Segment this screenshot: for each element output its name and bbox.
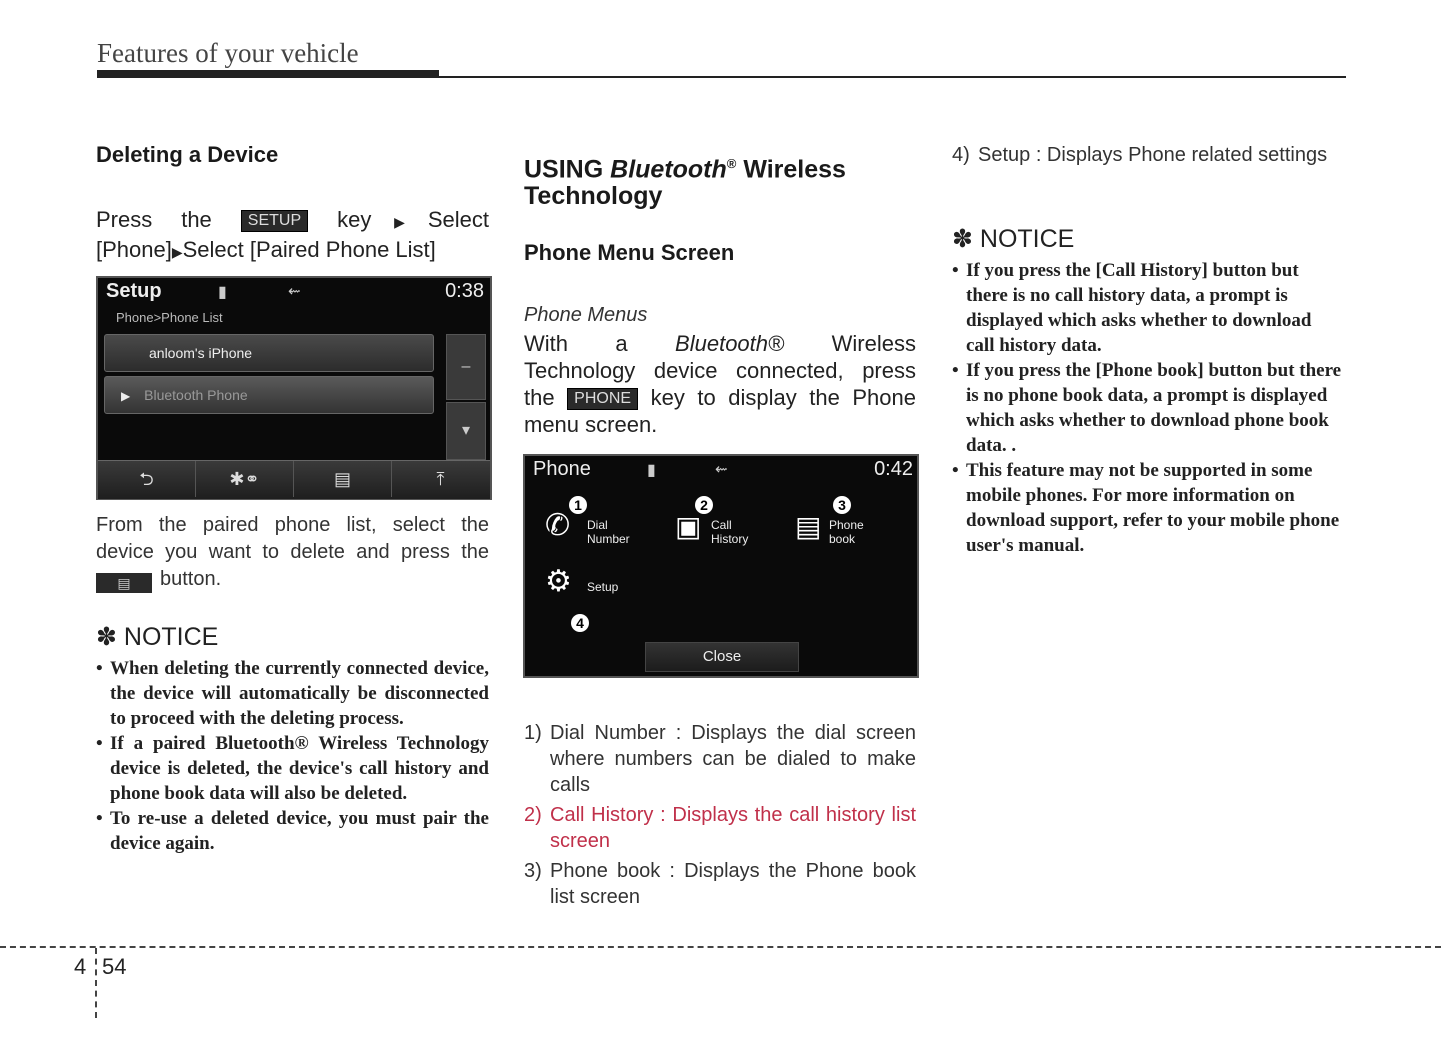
registered-mark: ® [726, 156, 737, 171]
phone-handset-icon: ✆ [545, 509, 571, 542]
notice-list [96, 656, 489, 856]
close-button[interactable]: Close [645, 642, 799, 672]
notice-title: ✽ NOTICE [96, 623, 219, 651]
gear-icon: ⚙ [545, 565, 572, 598]
screen-title: Setup [106, 280, 162, 302]
trash-button-icon: ▤ [96, 573, 152, 593]
list-text: Phone book : Displays the Phone book list screen [550, 860, 916, 908]
list-text: Dial Number : Displays the dial screen where numbers can be dialed to make calls [550, 722, 916, 796]
screen-breadcrumb: Phone>Phone List [116, 310, 223, 325]
bluetooth-icon: ▮ [647, 462, 656, 479]
notice-item: • If you press the [Call History] button but there is no call history data, a prompt is displayed which asks whether to download call history data. [952, 258, 1342, 358]
para-line-3 [524, 384, 916, 411]
list-num: 1) [524, 722, 542, 744]
instr-paired-list: Select [Paired Phone List] [182, 237, 436, 262]
play-icon: ▶ [121, 389, 131, 403]
menu-description-list [524, 720, 916, 910]
bluetooth-icon: ▮ [218, 284, 227, 301]
usb-icon: ⇜ [715, 461, 728, 478]
call-history-label: Call History [711, 518, 749, 546]
dial-number-button[interactable] [545, 509, 655, 552]
list-text: Setup : Displays Phone related settings [978, 144, 1328, 166]
footer-rule [0, 946, 1441, 948]
para-line-4: menu screen. [524, 412, 658, 437]
number-badge: 3 [833, 496, 851, 514]
device-name: anloom's iPhone [149, 345, 253, 361]
move-top-icon: ⤒ [436, 469, 445, 489]
list-item [524, 720, 916, 798]
list-num: 3) [524, 860, 542, 882]
list-item [524, 802, 916, 854]
bluetooth-connect-icon: ✱⚭ [229, 469, 260, 489]
footer-divider [95, 948, 97, 1018]
list-item [524, 858, 916, 910]
notice-item: • If you press the [Phone book] button but there is no phone book data, a prompt is displayed which asks whether to download phone book data. . [952, 358, 1342, 458]
phone-book-label: Phone book [829, 518, 864, 546]
page-number: 54 [102, 954, 127, 979]
para-line-2: Technology device connected, press [524, 358, 916, 383]
instr-line-2 [96, 236, 489, 266]
header-bar [97, 70, 439, 78]
arrow-icon: ▶ [171, 244, 183, 260]
para-the: the [524, 385, 555, 410]
screen-footer-bar [98, 460, 490, 499]
phone-key: PHONE [567, 388, 638, 410]
number-badge: 4 [571, 614, 589, 632]
using-bluetooth-heading [524, 150, 846, 210]
scroll-up-button[interactable] [446, 334, 486, 400]
arrow-icon: ▶ [371, 214, 428, 230]
paired-device-item[interactable] [104, 376, 434, 414]
list-num: 4) [952, 144, 970, 166]
section-title: Features of your vehicle [97, 38, 359, 68]
notice-item: • To re-use a deleted device, you must pair the device again. [96, 806, 489, 856]
para-key-display: key to display the Phone [650, 385, 916, 410]
header-rule [439, 76, 1346, 78]
heading-bluetooth: Bluetooth [610, 155, 727, 184]
top-priority-button[interactable] [392, 461, 489, 497]
back-button[interactable] [98, 461, 196, 497]
chevron-down-icon: ▾ [461, 422, 471, 439]
paired-device-item[interactable] [104, 334, 434, 372]
setup-description [952, 142, 1346, 168]
delete-button[interactable] [294, 461, 392, 497]
chevron-up-icon: – [461, 358, 471, 375]
instr-select: Select [427, 207, 489, 232]
heading-using: USING [524, 155, 604, 184]
usb-icon: ⇜ [288, 283, 301, 300]
phone-menu-screen-heading: Phone Menu Screen [524, 240, 735, 265]
instr-key: key [337, 207, 372, 232]
para-with: With a [524, 331, 628, 356]
list-text: Call History : Displays the call history list screen [550, 804, 916, 852]
phone-book-button[interactable] [795, 512, 905, 552]
list-item [952, 142, 1346, 168]
explanation-line-2: device you want to delete and press the [96, 541, 489, 563]
list-num: 2) [524, 804, 542, 826]
instr-phone: [Phone] [96, 237, 172, 262]
notice-item: • If a paired Bluetooth® Wireless Technology device is deleted, the device's call history and phone book data will also be deleted. [96, 731, 489, 806]
dial-number-label: Dial Number [587, 518, 630, 546]
para-line-1 [524, 330, 916, 357]
callout-4 [571, 614, 589, 633]
notice-item: • This feature may not be supported in some mobile phones. For more information on download support, refer to your mobile phone user's manual. [952, 458, 1342, 558]
phone-menu-screen [523, 454, 919, 678]
trash-icon: ▤ [333, 469, 351, 489]
device-name: Bluetooth Phone [144, 387, 248, 403]
notice-list [952, 258, 1342, 558]
setup-phone-list-screen [96, 276, 492, 500]
phone-book-icon: ▤ [795, 511, 822, 542]
phone-menus-label: Phone Menus [524, 304, 648, 326]
number-badge: 2 [695, 496, 713, 514]
setup-button[interactable] [545, 565, 655, 608]
para-wireless: Wireless [831, 331, 916, 356]
instr-press: Press the [96, 207, 212, 232]
number-badge: 1 [569, 496, 587, 514]
notice-title: ✽ NOTICE [952, 225, 1075, 253]
heading-technology: Technology [524, 182, 663, 211]
delete-explanation [96, 512, 489, 593]
notice-item: • When deleting the currently connected device, the device will automatically be disconnected to proceed with the deleting process. [96, 656, 489, 731]
explanation-button: button. [160, 568, 222, 590]
setup-key: SETUP [241, 210, 308, 232]
connect-button[interactable] [196, 461, 294, 497]
explanation-line-3 [96, 566, 489, 593]
back-icon: ⮌ [139, 469, 154, 489]
chapter-number: 4 [74, 954, 87, 979]
instr-line-1 [96, 206, 489, 236]
deleting-device-heading: Deleting a Device [96, 142, 279, 167]
screen-time: 0:42 [874, 458, 913, 480]
screen-time: 0:38 [445, 280, 484, 302]
call-history-button[interactable] [675, 512, 785, 552]
para-bluetooth: Bluetooth® [675, 331, 785, 356]
heading-wireless: Wireless [743, 155, 846, 184]
phone-menu-paragraph [524, 330, 916, 438]
explanation-line-1: From the paired phone list, select the [96, 514, 489, 536]
call-history-icon: ▣ [675, 511, 702, 542]
delete-instructions [96, 206, 489, 266]
setup-label: Setup [587, 580, 619, 594]
scroll-down-button[interactable] [446, 402, 486, 460]
screen-title: Phone [533, 458, 591, 480]
